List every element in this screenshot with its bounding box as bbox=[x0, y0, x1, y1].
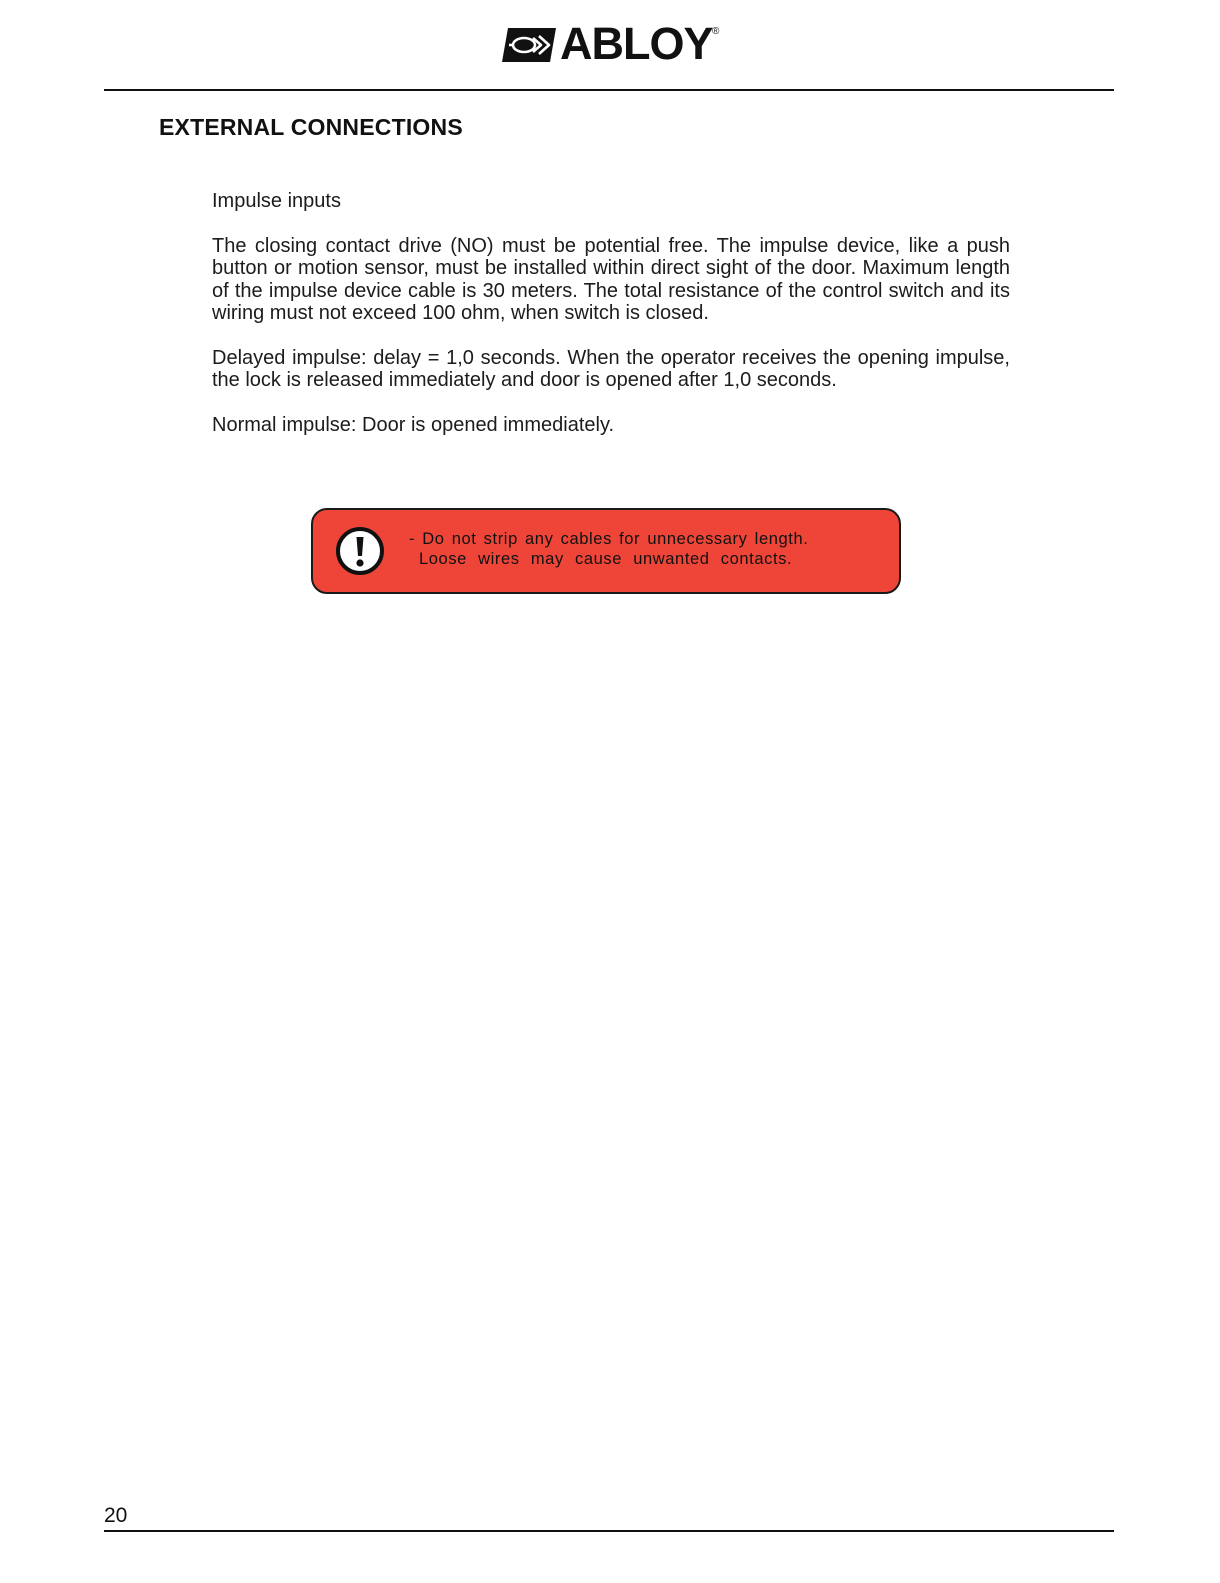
paragraph-delayed-impulse: Delayed impulse: delay = 1,0 seconds. When the operator receives the opening impulse, the lock is released immediately and door is opened after 1,0 seconds. bbox=[212, 346, 1010, 391]
paragraph-closing-contact: The closing contact drive (NO) must be potential free. The impulse device, like a push button or motion sensor, must be installed within direct sight of the door. Maximum length of the impulse device cable is 30 meters. The total resistance of the control switch and its wiring must not exceed 100 ohm, when switch is closed. bbox=[212, 234, 1010, 324]
abloy-key-logo-icon bbox=[500, 27, 558, 63]
exclamation-icon bbox=[335, 526, 385, 576]
registered-mark: ® bbox=[712, 26, 720, 37]
footer-divider bbox=[104, 1530, 1114, 1532]
content-body bbox=[212, 190, 1010, 458]
subheading: Impulse inputs bbox=[212, 190, 341, 212]
caution-box bbox=[311, 508, 901, 594]
caution-text bbox=[409, 529, 849, 569]
section-title: EXTERNAL CONNECTIONS bbox=[159, 114, 463, 140]
brand-logo bbox=[500, 18, 722, 69]
caution-line-2: Loose wires may cause unwanted contacts. bbox=[419, 550, 793, 568]
brand-name: ABLOY bbox=[560, 18, 713, 69]
caution-line-1: - Do not strip any cables for unnecessary length. bbox=[409, 530, 809, 548]
header-divider bbox=[104, 89, 1114, 91]
paragraph-normal-impulse: Normal impulse: Door is opened immediately. bbox=[212, 413, 615, 436]
page-number: 20 bbox=[104, 1504, 128, 1527]
